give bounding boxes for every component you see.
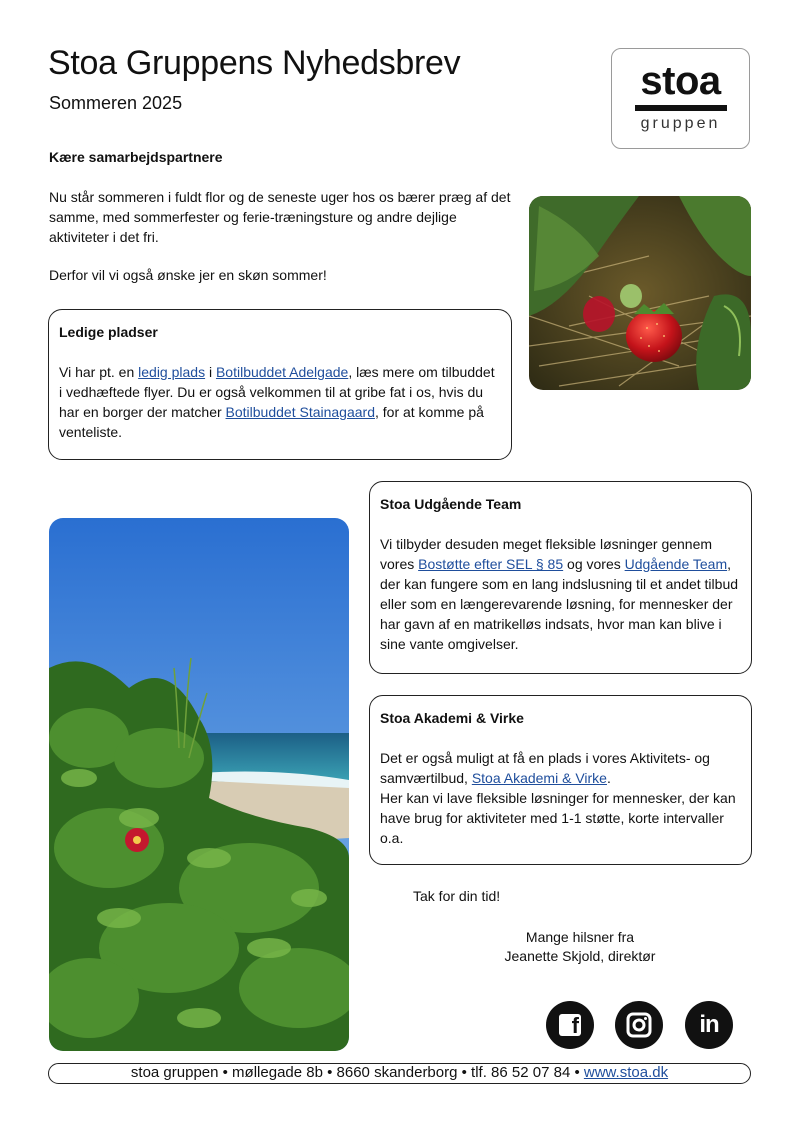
ledige-text-part: , læs mere om tilbuddet i vedhæftede flyer. Du er også velkommen til at gribe fat i os, hvis du har en borger der matcher xyxy=(59,364,495,420)
facebook-button[interactable] xyxy=(546,1001,594,1049)
card-udgaaende-heading: Stoa Udgående Team xyxy=(380,496,522,512)
ledige-text-part: i xyxy=(205,364,216,380)
link-stoa-akademi[interactable]: Stoa Akademi & Virke xyxy=(471,770,607,786)
intro-paragraph-1: Nu står sommeren i fuldt flor og de seneste uger hos os bærer præg af det samme, med sommerfester og ferie-træningsture og andre dejlige aktiviteter i det fri. xyxy=(49,189,511,245)
thanks-text: Tak for din tid! xyxy=(413,888,501,904)
intro-text xyxy=(49,187,519,303)
card-ledige-heading: Ledige pladser xyxy=(59,324,158,340)
card-akademi-text xyxy=(380,748,741,848)
logo-bar xyxy=(635,105,727,111)
instagram-button[interactable] xyxy=(615,1001,663,1049)
card-akademi-virke xyxy=(369,695,752,865)
regards-block xyxy=(500,928,660,966)
link-ledig-plads[interactable]: ledig plads xyxy=(138,364,206,380)
strawberry-photo-graphic xyxy=(529,196,751,390)
greeting: Kære samarbejdspartnere xyxy=(49,149,223,165)
facebook-glyph: f xyxy=(571,1013,579,1038)
card-akademi-heading: Stoa Akademi & Virke xyxy=(380,710,524,726)
link-udgaaende-team[interactable]: Udgående Team xyxy=(624,556,728,572)
udgaaende-text-part: , der kan fungere som en lang indslusning til et andet tilbud eller som en længerevarende løsning, for mennesker der har gavn af en matrikelløs indsats, hvor man kan blive i sine vante omgivelser. xyxy=(380,556,739,652)
footer-bar xyxy=(48,1063,751,1084)
linkedin-button[interactable] xyxy=(685,1001,733,1049)
intro-paragraph-2: Derfor vil vi også ønske jer en skøn sommer! xyxy=(49,267,327,283)
footer-address: stoa gruppen • møllegade 8b • 8660 skanderborg • tlf. 86 52 07 84 • xyxy=(130,1064,584,1081)
card-ledige-pladser xyxy=(48,309,512,460)
akademi-text-part: Det er også muligt at få en plads i vores Aktivitets- og samværtilbud, xyxy=(380,750,710,786)
card-ledige-text xyxy=(59,362,501,442)
akademi-text-part: Her kan vi lave fleksible løsninger for mennesker, der kan have brug for aktiviteter med 1-1 støtte, korte intervaller o.a. xyxy=(380,790,736,846)
regards-line-2: Jeanette Skjold, direktør xyxy=(504,948,656,964)
ledige-text-part: Vi har pt. en xyxy=(59,364,139,380)
linkedin-icon: in xyxy=(699,1011,719,1038)
instagram-icon xyxy=(615,1001,663,1049)
newsletter-title: Stoa Gruppens Nyhedsbrev xyxy=(48,44,461,82)
logo-sub: gruppen xyxy=(640,115,721,132)
udgaaende-text-part: Vi tilbyder desuden meget fleksible løsninger gennem vores xyxy=(380,536,713,572)
beach-photo xyxy=(49,518,349,1051)
udgaaende-text-part: og vores xyxy=(563,556,625,572)
facebook-icon xyxy=(559,1014,581,1036)
beach-photo-graphic xyxy=(49,518,349,1051)
link-botilbuddet-adelgade[interactable]: Botilbuddet Adelgade xyxy=(215,364,349,380)
ledige-text-part: , for at komme på venteliste. xyxy=(59,404,484,440)
footer-website-link[interactable]: www.stoa.dk xyxy=(583,1064,669,1081)
regards-line-1: Mange hilsner fra xyxy=(525,929,635,945)
strawberry-photo xyxy=(529,196,751,390)
logo-word: stoa xyxy=(640,59,721,103)
akademi-text-part: . xyxy=(606,770,611,786)
stoa-logo xyxy=(611,48,750,149)
link-bostoette[interactable]: Bostøtte efter SEL § 85 xyxy=(418,556,564,572)
link-botilbuddet-stainagaard[interactable]: Botilbuddet Stainagaard xyxy=(225,404,375,420)
newsletter-subtitle: Sommeren 2025 xyxy=(49,93,183,113)
card-udgaaende-team xyxy=(369,481,752,674)
card-udgaaende-text xyxy=(380,534,741,654)
